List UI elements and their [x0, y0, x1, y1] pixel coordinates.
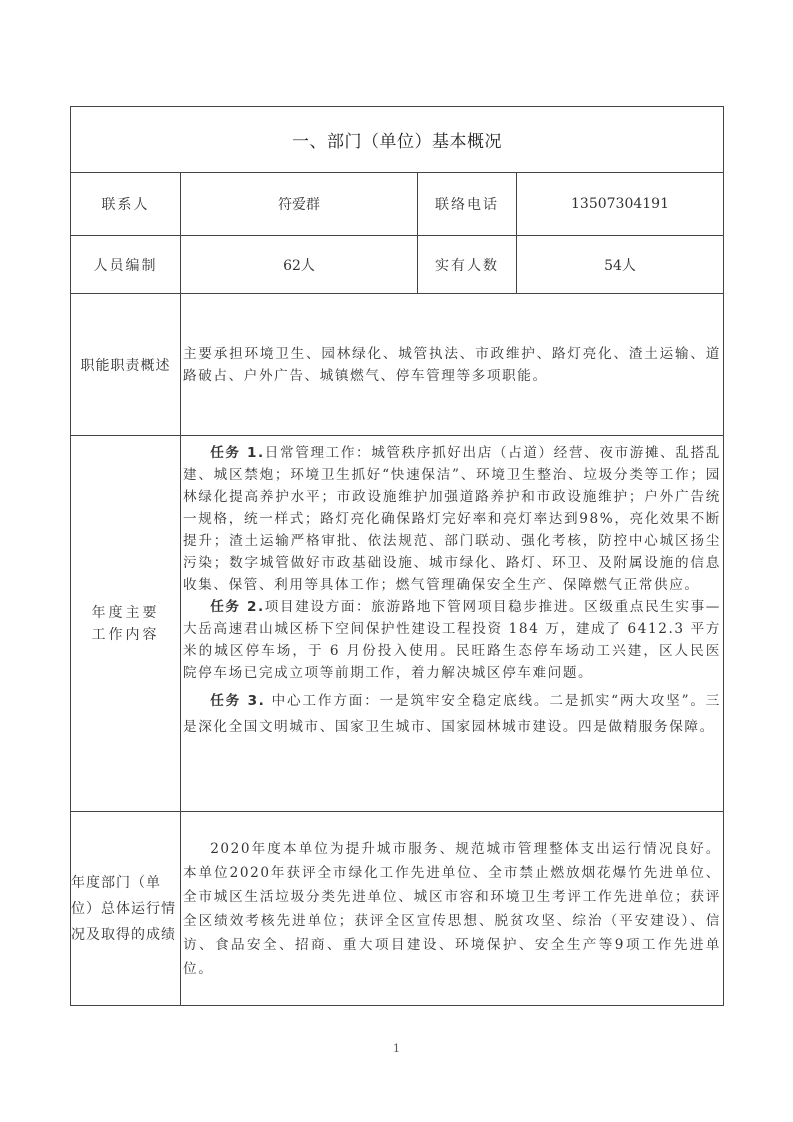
contact-label: 联系人 — [71, 173, 181, 236]
phone-value: 13507304191 — [517, 173, 724, 236]
task-1-label: 任务 1. — [210, 445, 265, 461]
actual-value: 54人 — [517, 236, 724, 294]
performance-cell — [181, 812, 724, 1006]
section-title: 一、部门（单位）基本概况 — [71, 107, 724, 173]
task-1 — [183, 442, 721, 596]
actual-label: 实有人数 — [418, 236, 517, 294]
task-2-text: 项目建设方面：旅游路地下管网项目稳步推进。区级重点民生实事—大岳高速君山城区桥下空间保护性建设工程投资 184 万，建成了 6412.3 平方米的城区停车场，于 6 月份投入使用。民旺路生态停车场动工兴建，区人民医院停车场已完成立项等前期工作，着力解决城区停车难问题。 — [183, 599, 722, 681]
duties-label: 职能职责概述 — [71, 294, 181, 436]
quota-value: 62人 — [181, 236, 418, 294]
title-row — [71, 107, 724, 173]
performance-text: 2020年度本单位为提升城市服务、规范城市管理整体支出运行情况良好。本单位2020年获评全市绿化工作先进单位、全市禁止燃放烟花爆竹先进单位、全市城区生活垃圾分类先进单位、城区市容和环境卫生考评工作先进单位；获评全区绩效考核先进单位；获评全区宣传思想、脱贫攻坚、综治（平安建设）、信访、食品安全、招商、重大项目建设、环境保护、安全生产等9项工作先进单位。 — [183, 840, 721, 977]
basic-info-table — [70, 106, 724, 1006]
duties-text: 主要承担环境卫生、园林绿化、城管执法、市政维护、路灯亮化、渣土运输、道路破占、户外广告、城镇燃气、停车管理等多项职能。 — [183, 345, 721, 384]
task-3-text: 中心工作方面：一是筑牢安全稳定底线。二是抓实“两大攻坚”。三是深化全国文明城市、国家卫生城市、国家园林城市建设。四是做精服务保障。 — [183, 693, 721, 735]
annual-work-row — [71, 436, 724, 812]
task-2-label: 任务 2. — [210, 599, 265, 615]
duties-row — [71, 294, 724, 436]
phone-label: 联络电话 — [418, 173, 517, 236]
task-3 — [183, 688, 721, 740]
contact-name: 符爱群 — [181, 173, 418, 236]
page-number: 1 — [393, 1042, 400, 1055]
annual-work-label-line1: 年度主要 — [91, 604, 160, 621]
task-2 — [183, 596, 721, 684]
contact-row — [71, 173, 724, 236]
staffing-row — [71, 236, 724, 294]
task-1-text: 日常管理工作：城管秩序抓好出店（占道）经营、夜市游摊、乱搭乱建、城区禁炮；环境卫生抓好“快速保洁”、环境卫生整治、垃圾分类等工作；园林绿化提高养护水平；市政设施维护加强道路养护和市政设施维护；户外广告统一规格，统一样式；路灯亮化确保路灯完好率和亮灯率达到98%，亮化效果不断提升；渣土运输严格审批、依法规范、部门联动、强化考核，防控中心城区扬尘污染；数字城管做好市政基础设施、城市绿化、路灯、环卫、及附属设施的信息收集、保管、利用等具体工作；燃气管理确保安全生产、保障燃气正常供应。 — [183, 445, 722, 593]
duties-cell — [181, 294, 724, 436]
annual-work-label — [71, 436, 181, 812]
annual-work-label-line2: 工作内容 — [91, 626, 160, 643]
annual-work-cell — [181, 436, 724, 812]
performance-row — [71, 812, 724, 1006]
performance-label: 年度部门（单位）总体运行情况及取得的成绩 — [71, 812, 181, 1006]
quota-label: 人员编制 — [71, 236, 181, 294]
task-3-label: 任务 3. — [210, 693, 266, 709]
